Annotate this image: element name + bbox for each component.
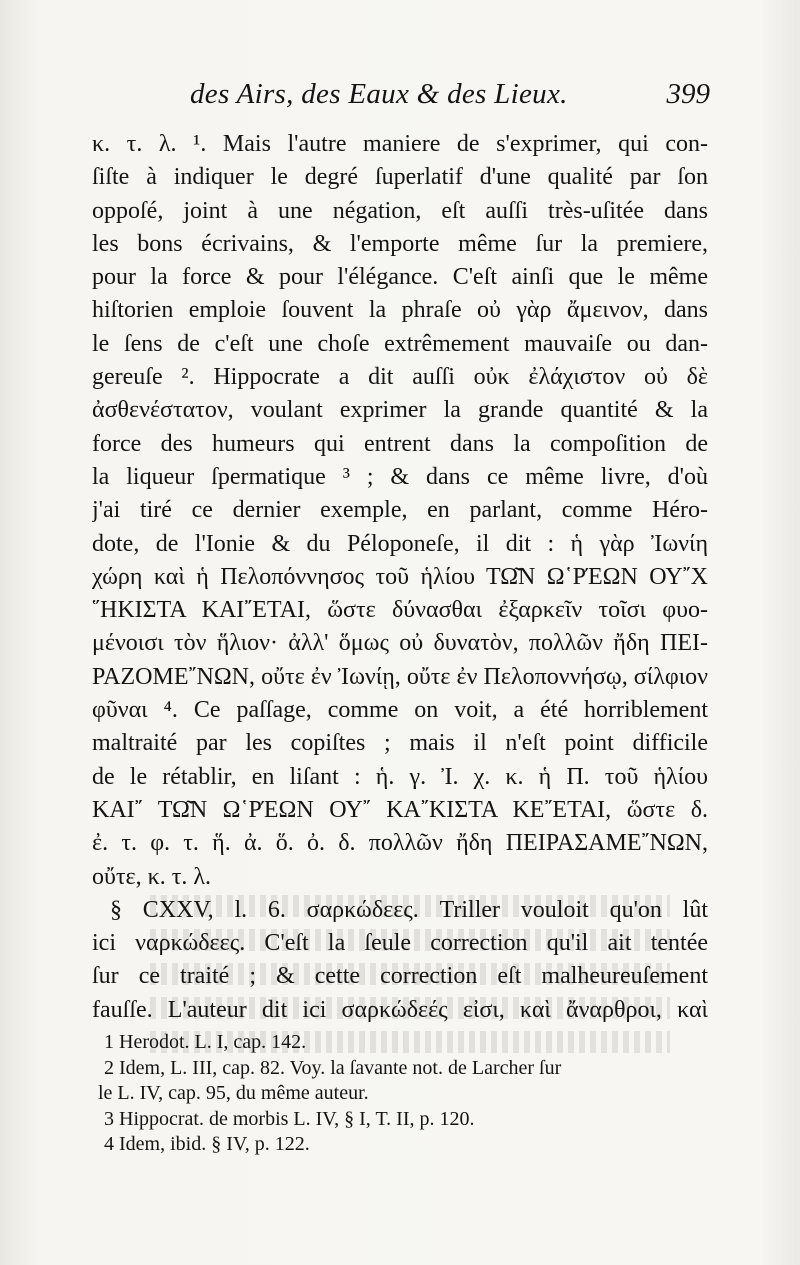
text-line: j'ai tiré ce dernier exemple, en parlant, comme Héro- [92, 497, 708, 524]
text-line: dote, de l'Ionie & du Péloponeſe, il dit : ἡ γὰρ Ἰωνίη [92, 530, 708, 557]
text-line: ἐ. τ. φ. τ. ἥ. ἀ. ὅ. ὀ. δ. πολλῶν ἤδη ΠΕΙΡΑΣΑΜΕ῎ΝΩΝ, [92, 830, 708, 857]
footnote: 1 Herodot. L. I, cap. 142. [104, 1031, 307, 1053]
text-line: les bons écrivains, & l'emporte même ſur la premiere, [92, 230, 708, 257]
text-line: οὔτε, κ. τ. λ. [92, 863, 211, 890]
text-line: ici ναρκώδεες. C'eſt la ſeule correction qu'il ait tentée [92, 930, 708, 957]
text-line: χώρη καὶ ἡ Πελοπόννησος τοῦ ἡλίου ΤΩ͂Ν Ω῾ΡΈΩΝ ΟΥ῎Χ [92, 563, 708, 590]
text-line: hiſtorien emploie ſouvent la phraſe οὐ γὰρ ἄμεινον, dans [92, 297, 708, 324]
text-line: gereuſe ². Hippocrate a dit auſſi οὐκ ἐλάχιστον οὐ δὲ [92, 364, 708, 391]
footnote: 4 Idem, ibid. § IV, p. 122. [104, 1133, 310, 1155]
footnote: le L. IV, cap. 95, du même auteur. [98, 1082, 369, 1104]
footnotes [98, 1030, 708, 1158]
text-line: ſur ce traité ; & cette correction eſt malheureuſement [92, 963, 708, 990]
text-line: μένοισι τὸν ἥλιον· ἀλλ' ὅμως οὐ δυνατὸν, πολλῶν ἤδη ΠΕΙ- [92, 630, 708, 657]
text-line: force des humeurs qui entrent dans la compoſition de [92, 430, 708, 457]
text-line: fauſſe. L'auteur dit ici σαρκώδεές εἰσι, καὶ ἄναρθροι, καὶ [92, 996, 708, 1023]
text-line: ἀσθενέστατον, voulant exprimer la grande quantité & la [92, 397, 708, 424]
text-line: ΡΑΖΟΜΕ῎ΝΩΝ, οὔτε ἐν Ἰωνίῃ, οὔτε ἐν Πελοποννήσῳ, σίλφιον [92, 663, 708, 690]
footnote: 2 Idem, L. III, cap. 82. Voy. la ſavante not. de Larcher ſur [104, 1056, 562, 1079]
text-line: oppoſé, joint à une négation, eſt auſſi très-uſitée dans [92, 197, 708, 224]
text-line: le ſens de c'eſt une choſe extrêmement mauvaiſe ou dan- [92, 330, 708, 357]
text-line: κ. τ. λ. ¹. Mais l'autre maniere de s'exprimer, qui con- [92, 131, 708, 157]
body-text [92, 128, 708, 1027]
running-head: des Airs, des Eaux & des Lieux. [190, 78, 568, 110]
text-line: ῞ΗΚΙΣΤΑ ΚΑΙ῎ΕΤΑΙ, ὥστε δύνασθαι ἐξαρκεῖν τοῖσι φυο- [92, 597, 708, 624]
text-line: φῦναι ⁴. Ce paſſage, comme on voit, a été horriblement [92, 697, 708, 724]
text-line: de le rétablir, en liſant : ἡ. γ. Ἰ. χ. κ. ἡ Π. τοῦ ἡλίου [92, 763, 708, 790]
page-header [190, 78, 710, 118]
text-line: maltraité par les copiſtes ; mais il n'eſt point difficile [92, 730, 708, 757]
text-line: la liqueur ſpermatique ³ ; & dans ce même livre, d'où [92, 463, 708, 490]
footnote: 3 Hippocrat. de morbis L. IV, § I, T. II, p. 120. [104, 1107, 475, 1130]
text-line: pour la force & pour l'élégance. C'eſt ainſi que le même [92, 264, 708, 291]
text-line: ſiſte à indiquer le degré ſuperlatif d'une qualité par ſon [92, 164, 708, 191]
page-number: 399 [666, 78, 710, 110]
text-line: § CXXV, l. 6. σαρκώδεες. Triller vouloit qu'on lût [110, 896, 708, 923]
text-line: ΚΑΙ῎ ΤΩ͂Ν Ω῾ΡΈΩΝ ΟΥ῎ ΚΑ῎ΚΙΣΤΑ ΚΕ῎ΕΤΑΙ, ὥστε δ. [92, 796, 708, 823]
